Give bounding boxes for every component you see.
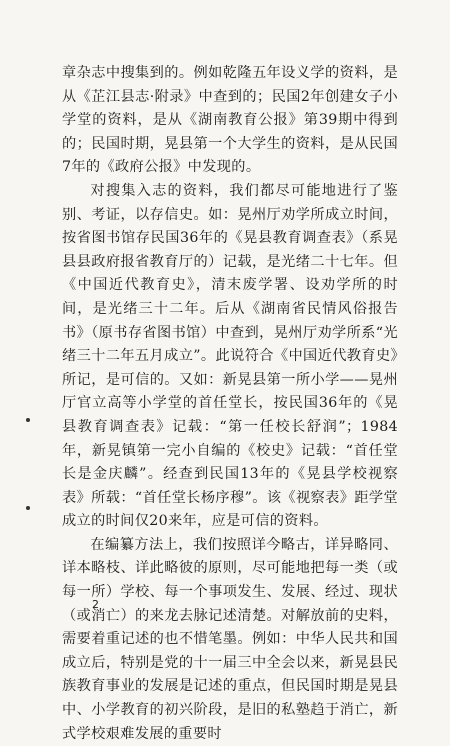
paragraph-verification: 对搜集入志的资料，我们都尽可能地进行了鉴别、考证，以存信史。如：晃州厅劝学所成立时间，按省图书馆存民国36年的《晃县教育调查表》（系晃县县政府报省教育厅的）记载，是光绪二十七年。但《中国近代教育史》，清末废学署、设劝学所的时间，是光绪三十二年。后从《湖南省民情风俗报告书》（原书存省图书馆）中查到，晃州厅劝学所系“光绪三十二年五月成立”。此说符合《中国近代教育史》所记，是可信的。又如：新晃县第一所小学——晃州厅官立高等小学堂的首任堂长，按民国36年的《晃县教育调查表》记载：“第一任校长舒润”；1984年，新晃镇第一完小自编的《校史》记载：“首任堂长是金庆麟”。经查到民国13年的《晃县学校视察表》所载：“首任堂长杨序穆”。该《视察表》距学堂成立的时间仅20来年，应是可信的资料。 bbox=[62, 182, 398, 530]
page-number: 2 bbox=[92, 598, 99, 611]
scan-speck bbox=[26, 506, 30, 510]
scan-speck bbox=[26, 418, 30, 422]
paragraph-sources: 章杂志中搜集到的。例如乾隆五年设义学的资料，是从《芷江县志·附录》中查到的；民国2年创建女子小学堂的资料，是从《湖南教育公报》第39期中得到的；民国时期，晃县第一个大学生的资料，是从民国7年的《政府公报》中发现的。 bbox=[62, 65, 398, 176]
paragraph-methodology: 在编纂方法上，我们按照详今略古，详异略同、详本略枝、详此略彼的原则，尽可能地把每一类（或每一所）学校、每一个事项发生、发展、经过、现状（或消亡）的来龙去脉记述清楚。对解放前的史料，需要着重记述的也不惜笔墨。例如：中华人民共和国成立后，特别是党的十一届三中全会以来，新晃县民族教育事业的发展是记述的重点，但民国时期是晃县中、小学教育的初兴阶段，是旧的私塾趋于消亡，新式学校艰难发展的重要时 bbox=[62, 536, 398, 742]
